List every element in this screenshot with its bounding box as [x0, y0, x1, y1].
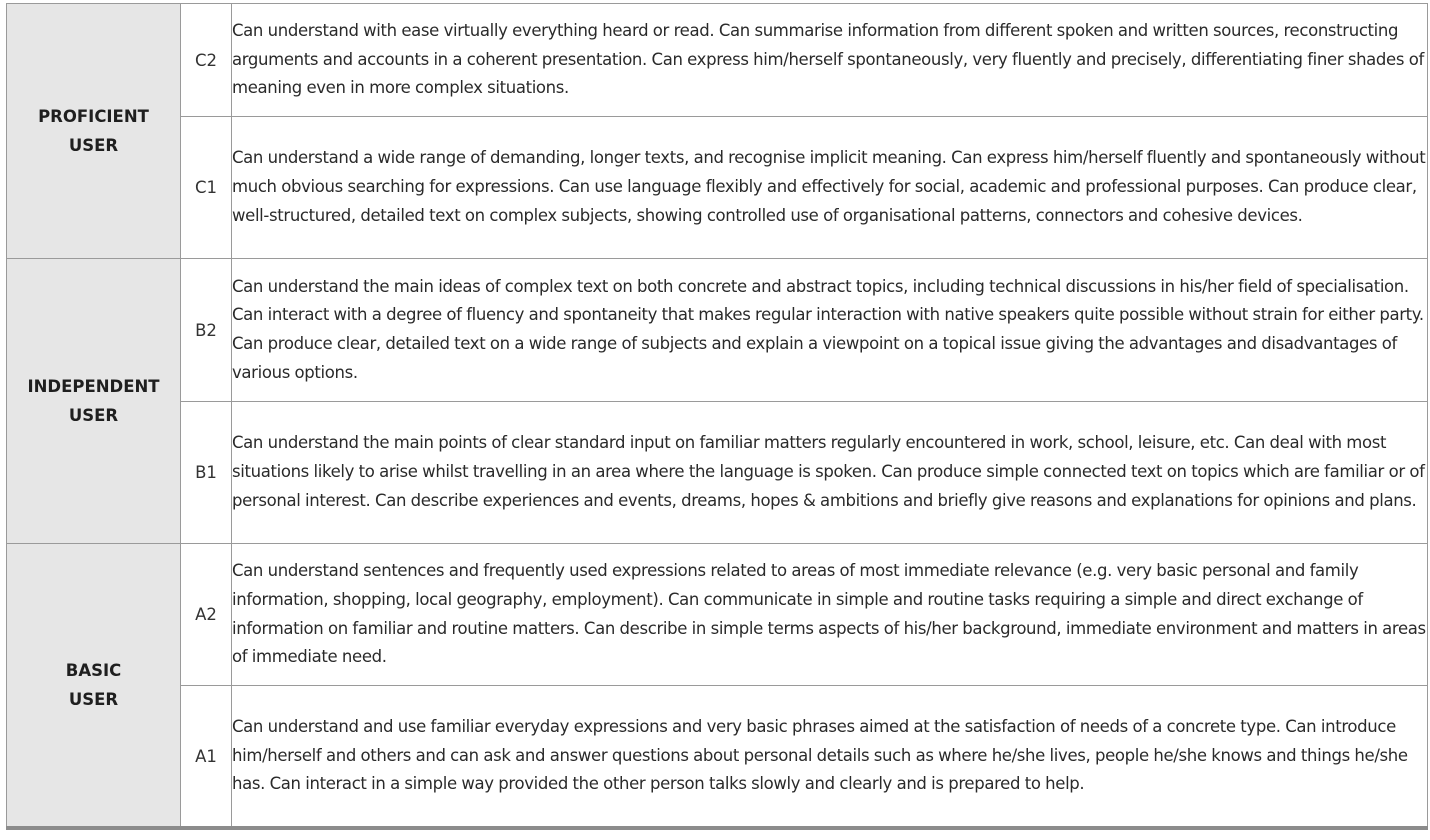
table-row: [7, 259, 1428, 402]
level-code-a2: A2: [181, 544, 232, 686]
table-row: [7, 4, 1428, 117]
cefr-levels-table: [6, 3, 1428, 827]
level-description-b1: Can understand the main points of clear standard input on familiar matters regularly encountered in work, school, leisure, etc. Can deal with most situations likely to arise whilst travelling in an area where the language is spoken. Can produce simple connected text on topics which are familiar or of personal interest. Can describe experiences and events, dreams, hopes & ambitions and briefly give reasons and explanations for opinions and plans.: [232, 402, 1428, 544]
table-row: [7, 686, 1428, 827]
group-label-basic: [7, 544, 181, 827]
bottom-divider: [6, 826, 1428, 830]
level-code-a1: A1: [181, 686, 232, 827]
level-code-c1: C1: [181, 117, 232, 259]
level-description-a2: Can understand sentences and frequently used expressions related to areas of most immediate relevance (e.g. very basic personal and family information, shopping, local geography, employment). Can communicate in simple and routine tasks requiring a simple and direct exchange of information on familiar and routine matters. Can describe in simple terms aspects of his/her background, immediate environment and matters in areas of immediate need.: [232, 544, 1428, 686]
group-label-line: USER: [68, 406, 119, 425]
group-label-line: INDEPENDENT: [27, 377, 160, 396]
level-description-a1: Can understand and use familiar everyday expressions and very basic phrases aimed at the satisfaction of needs of a concrete type. Can introduce him/herself and others and can ask and answer questions about personal details such as where he/she lives, people he/she knows and things he/she has. Can interact in a simple way provided the other person talks slowly and clearly and is prepared to help.: [232, 686, 1428, 827]
group-label-line: BASIC: [65, 661, 122, 680]
level-description-c2: Can understand with ease virtually everything heard or read. Can summarise information from different spoken and written sources, reconstructing arguments and accounts in a coherent presentation. Can express him/herself spontaneously, very fluently and precisely, differentiating finer shades of meaning even in more complex situations.: [232, 4, 1428, 117]
level-code-c2: C2: [181, 4, 232, 117]
group-label-independent: [7, 259, 181, 544]
group-label-proficient: [7, 4, 181, 259]
table-row: [7, 117, 1428, 259]
group-label-line: USER: [68, 690, 119, 709]
group-label-line: PROFICIENT: [38, 107, 149, 126]
table-row: [7, 402, 1428, 544]
table-row: [7, 544, 1428, 686]
level-code-b2: B2: [181, 259, 232, 402]
group-label-line: USER: [68, 136, 119, 155]
level-code-b1: B1: [181, 402, 232, 544]
level-description-b2: Can understand the main ideas of complex text on both concrete and abstract topics, including technical discussions in his/her field of specialisation. Can interact with a degree of fluency and spontaneity that makes regular interaction with native speakers quite possible without strain for either party. Can produce clear, detailed text on a wide range of subjects and explain a viewpoint on a topical issue giving the advantages and disadvantages of various options.: [232, 259, 1428, 402]
level-description-c1: Can understand a wide range of demanding, longer texts, and recognise implicit meaning. Can express him/herself fluently and spontaneously without much obvious searching for expressions. Can use language flexibly and effectively for social, academic and professional purposes. Can produce clear, well-structured, detailed text on complex subjects, showing controlled use of organisational patterns, connectors and cohesive devices.: [232, 117, 1428, 259]
